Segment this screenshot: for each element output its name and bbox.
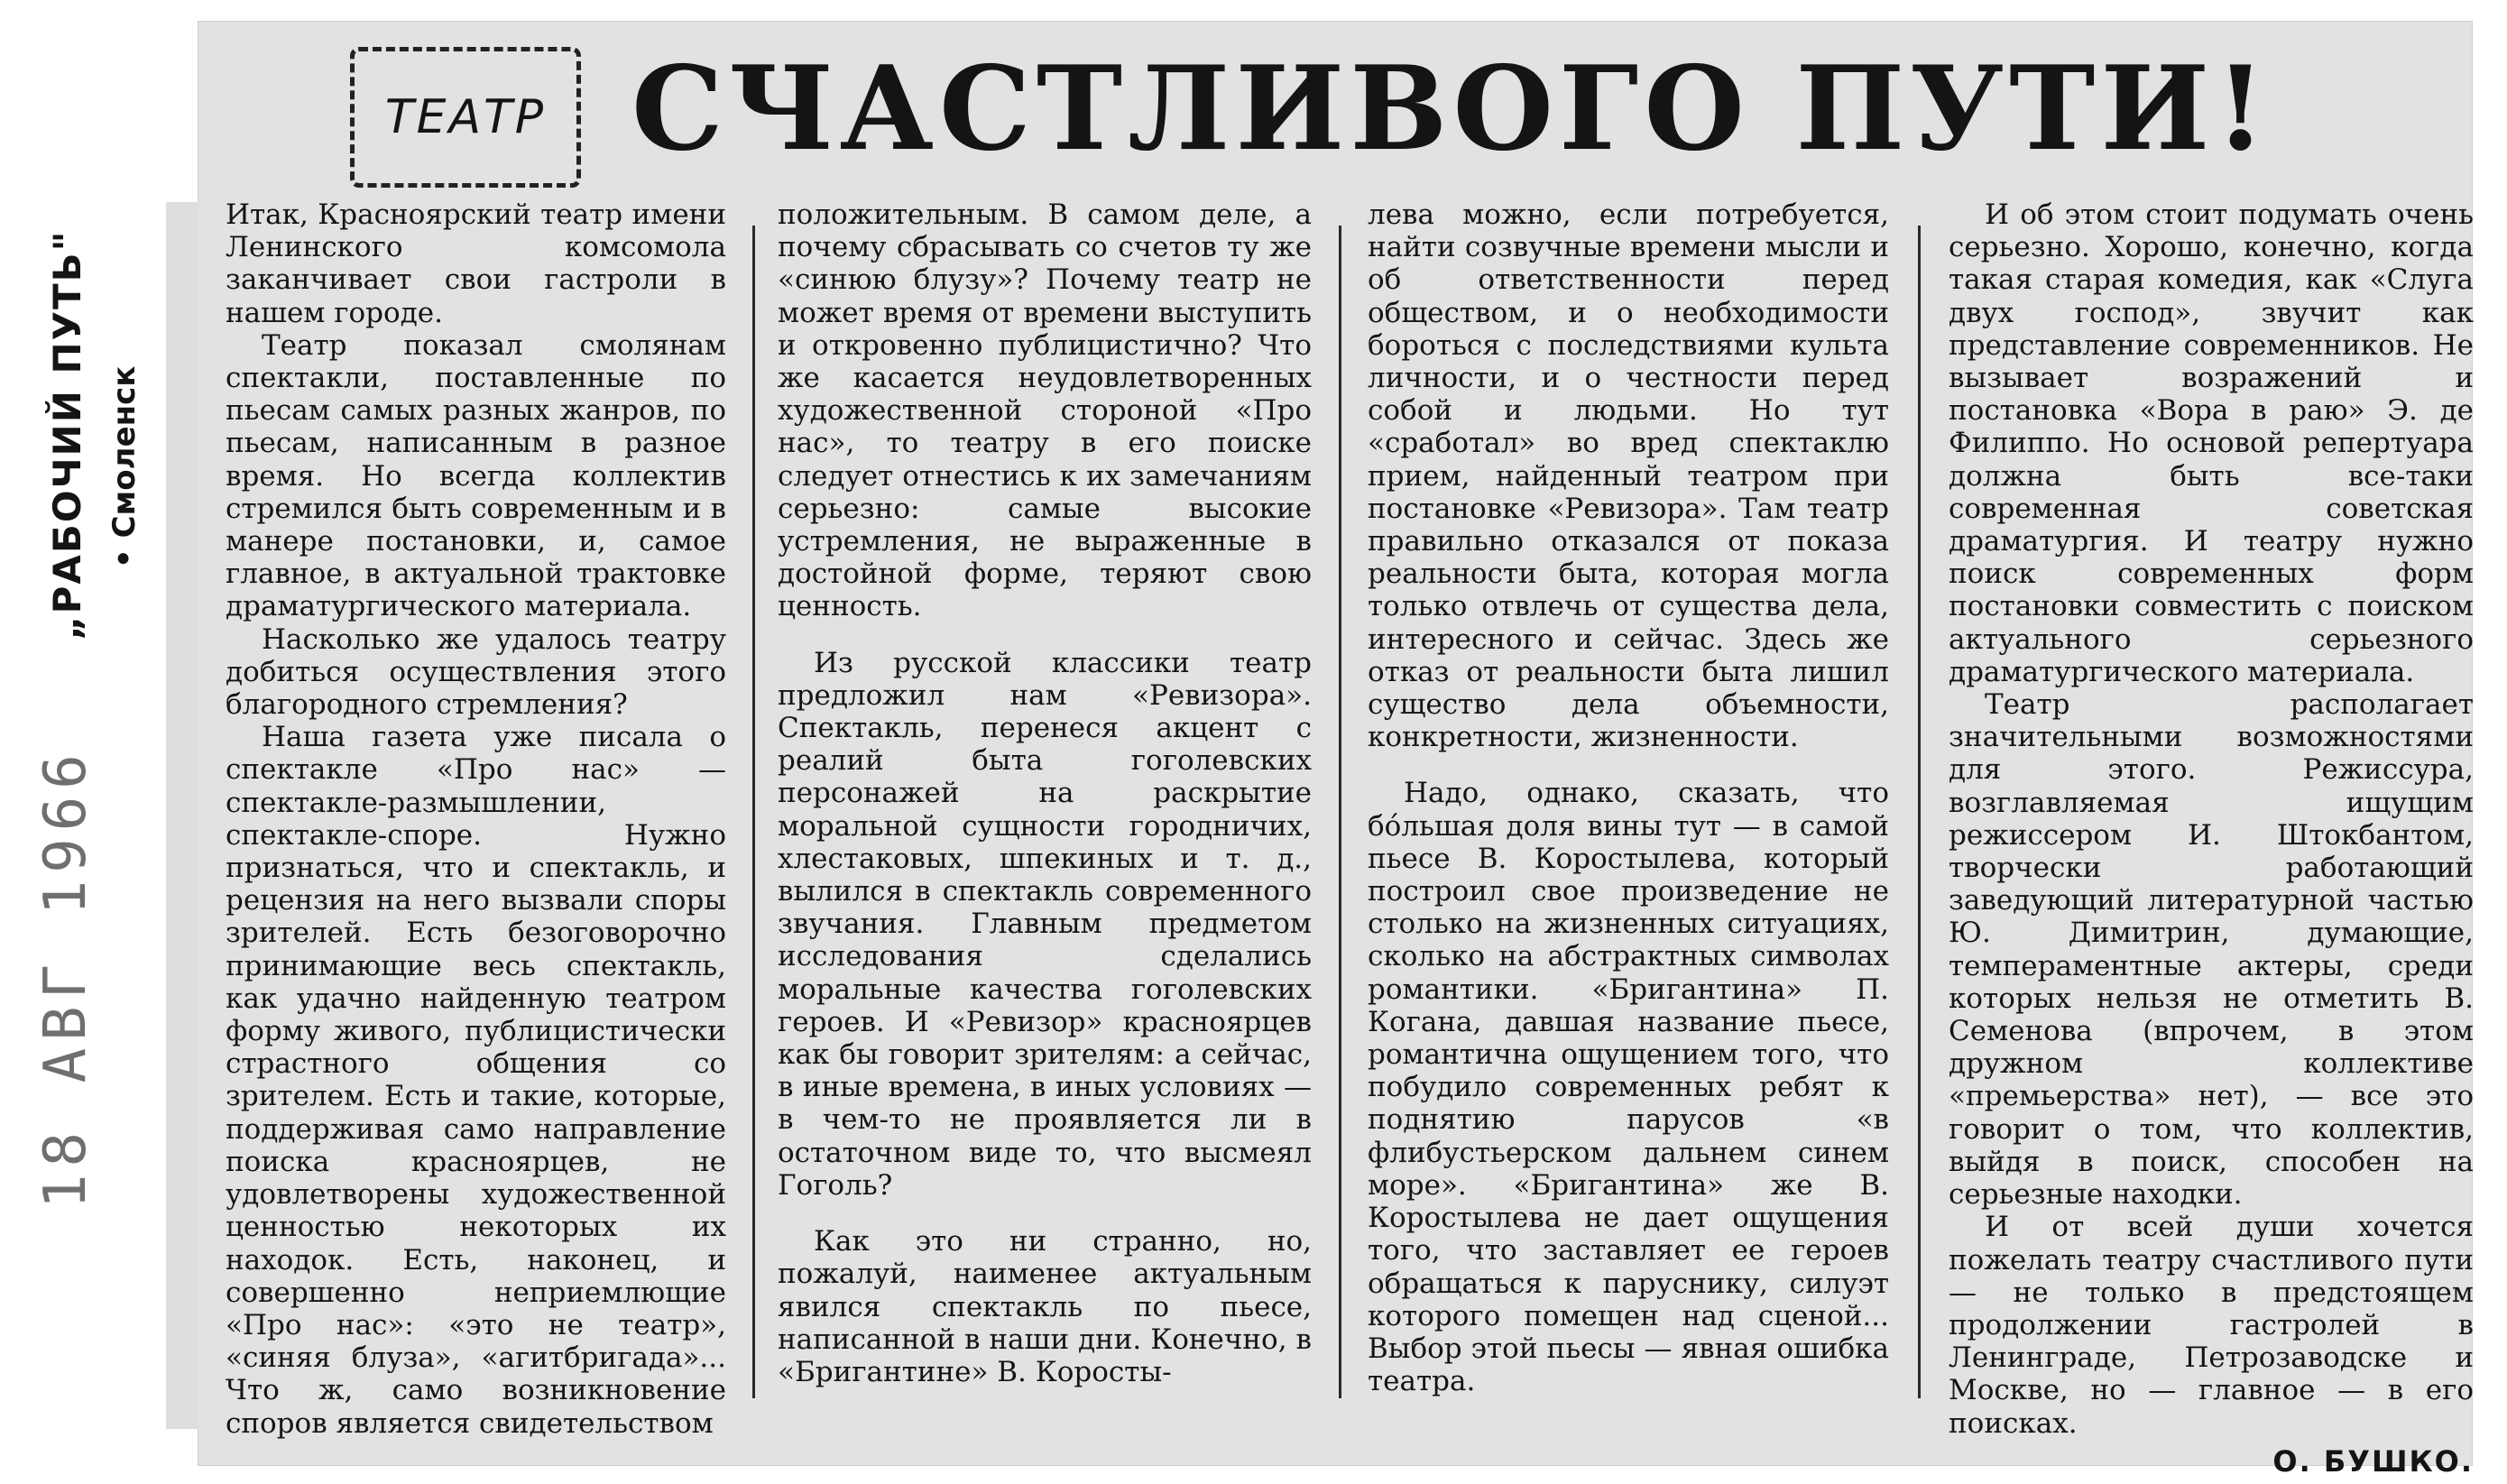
source-newspaper-name: „РАБОЧИЙ ПУТЬ": [45, 229, 89, 641]
article-headline: СЧАСТЛИВОГО ПУТИ!: [631, 41, 2272, 177]
column-divider: [1339, 226, 1341, 1398]
paragraph: Наша газета уже писала о спектакле «Про нас» — спектакле-размышлении, спектакле-споре. Нужно признаться, что и спектакль, и рецензия на него вызвали споры зрителей. Есть безоговорочно принимающие весь спектакль, как удачно найденную театром форму живого, публицистически страстного общения со зрителем. Есть и такие, которые, поддерживая само направление поиска красноярцев, не удовлетворены художественной ценностью некоторых их находок. Есть, наконец, и совершенно неприемлющие «Про нас»: «это не театр», «синяя блуза», «агитбригада»... Что ж, само возникновение споров является свидетельством: [226, 721, 726, 1440]
paragraph: Как это ни странно, но, пожалуй, наименее актуальным явился спектакль по пьесе, написанной в наши дни. Конечно, в «Бригантине» В. Коросты-: [778, 1225, 1312, 1388]
paragraph: Из русской классики театр предложил нам «Ревизора». Спектакль, перенеся акцент с реалий быта гоголевских персонажей на раскрытие моральной сущности городничих, хлестаковых, шпекиных и т. д., вылился в спектакль современного звучания. Главным предметом исследования сделались моральные качества гоголевских героев. И «Ревизор» красноярцев как бы говорит зрителям: а сейчас, в иные времена, в иных условиях — в чем-то не проявляется ли в остаточном виде то, что высмеял Гоголь?: [778, 646, 1312, 1202]
source-attribution: [13, 229, 193, 659]
source-city: • Смоленск: [106, 365, 143, 568]
article-column-3: [1368, 198, 1889, 1407]
paragraph: Итак, Красноярский театр имени Ленинского комсомола заканчивает свои гастроли в нашем городе.: [226, 198, 726, 329]
paragraph: Театр располагает значительными возможностями для этого. Режиссура, возглавляемая ищущим режиссером И. Штокбантом, творчески работающий заведующий литературной частью Ю. Димитрин, думающие, темпераментные актеры, среди которых нельзя не отметить В. Семенова (впрочем, в этом дружном коллективе «премьерства» нет), — все это говорит о том, что коллектив, выйдя в поиск, способен на серьезные находки.: [1949, 688, 2474, 1212]
paragraph: положительным. В самом деле, а почему сбрасывать со счетов ту же «синюю блузу»? Почему театр не может время от времени выступить и откровенно публицистично? Что же касается неудовлетворенных художественной стороной «Про нас», то театру в его поиске следует отнестись к их замечаниям серьезно: самые высокие устремления, не выраженные в достойной форме, теряют свою ценность.: [778, 198, 1312, 623]
paragraph: И об этом стоит подумать очень серьезно. Хорошо, конечно, когда такая старая комедия, как «Слуга двух господ», звучит как представление современников. Не вызывает возражений и постановка «Вора в раю» Э. де Филиппо. Но основой репертуара должна быть все-таки современная советская драматургия. И театру нужно поиск современных форм постановки совместить с поиском актуального серьезного драматургического материала.: [1949, 198, 2474, 688]
date-stamp: 18 АВГ 1966: [32, 747, 99, 1209]
rubric-box: [350, 47, 581, 188]
paragraph: лева можно, если потребуется, найти созвучные времени мысли и об ответственности перед обществом, и о необходимости бороться с последствиями культа личности, и о честности перед собой и людьми. Но тут «сработал» во вред спектаклю прием, найденный театром при постановке «Ревизора». Там театр правильно отказался от показа реальности быта, которая могла только отвлечь от существа дела, интересного и сейчас. Здесь же отказ от реальности быта лишил существо дела объемности, конкретности, жизненности.: [1368, 198, 1889, 754]
article-column-1: [226, 198, 726, 1440]
column-divider: [752, 226, 755, 1398]
rubric-label: ТЕАТР: [384, 90, 547, 144]
paragraph: Насколько же удалось театру добиться осуществления этого благородного стремления?: [226, 622, 726, 722]
column-divider: [1918, 226, 1921, 1398]
article-column-2: [778, 198, 1312, 1407]
paragraph: Театр показал смолянам спектакли, поставленные по пьесам самых разных жанров, по пьесам, написанным в разное время. Но всегда коллектив стремился быть современным и в манере постановки, и, самое главное, в актуальной трактовке драматургического материала.: [226, 328, 726, 623]
article-column-4: [1949, 198, 2474, 1479]
paragraph: И от всей души хочется пожелать театру счастливого пути — не только в предстоящем продолжении гастролей в Ленинграде, Петрозаводске и Москве, но — главное — в его поисках.: [1949, 1211, 2474, 1440]
article-author: О. БУШКО.: [2272, 1443, 2474, 1479]
paragraph: Надо, однако, сказать, что бо́льшая доля вины тут — в самой пьесе В. Коростылева, который построил свое произведение не столько на жизненных ситуациях, сколько на абстрактных символах романтики. «Бригантина» П. Когана, давшая название пьесе, романтична ощущением того, что побудило современных ребят к поднятию парусов «в флибустьерском дальнем синем море». «Бригантина» же В. Коростылева не дает ощущения того, что заставляет ее героев обращаться к паруснику, силуэт которого помещен над сценой... Выбор этой пьесы — явная ошибка театра.: [1368, 777, 1889, 1398]
